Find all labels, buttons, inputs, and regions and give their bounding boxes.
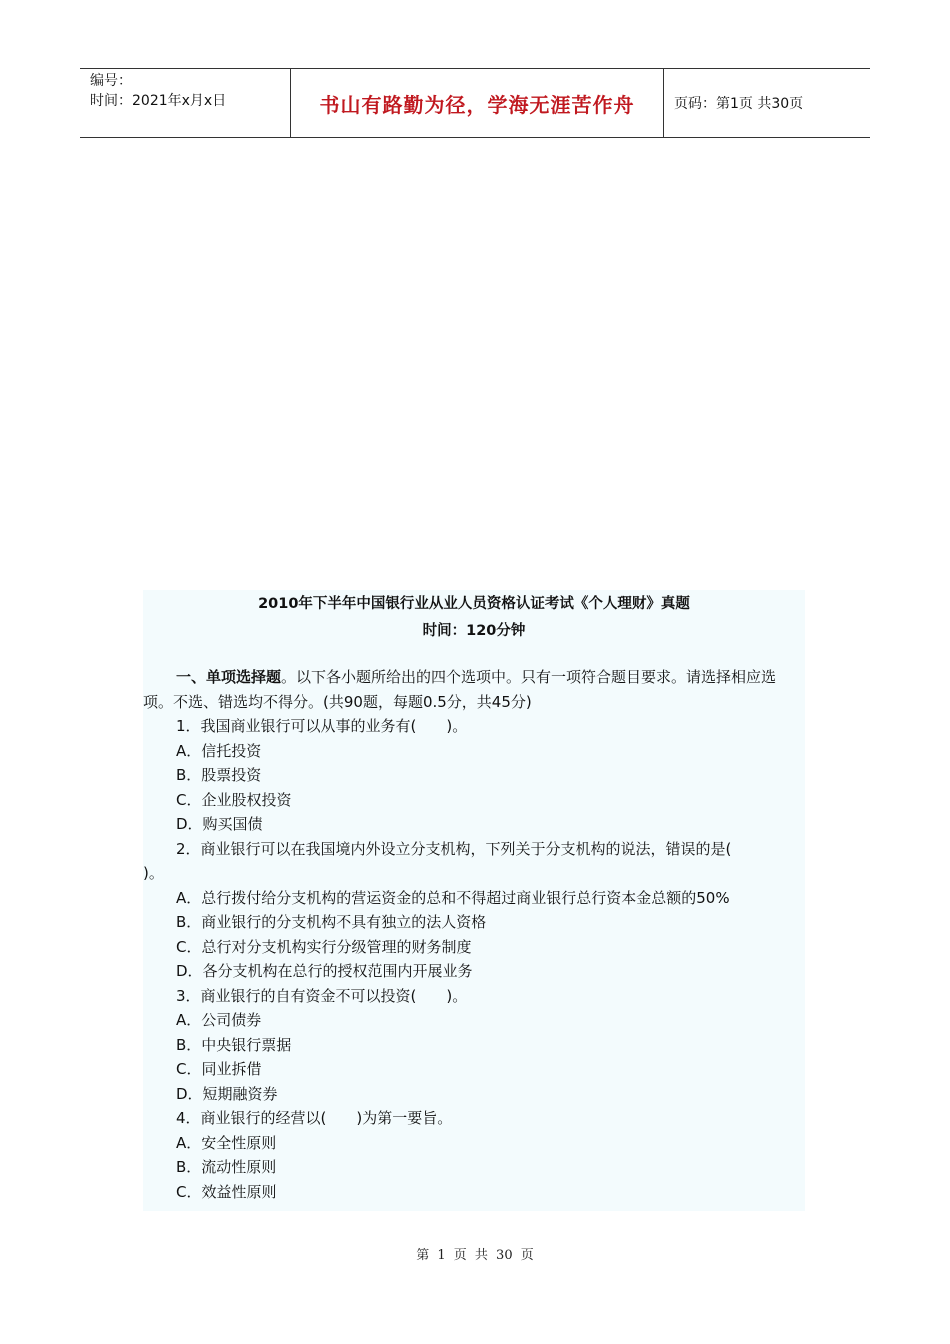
option-line: B．商业银行的分支机构不具有独立的法人资格 — [176, 913, 487, 931]
header-mid-cell — [290, 69, 664, 137]
option-line: A．安全性原则 — [176, 1133, 277, 1152]
option-line: D．购买国债 — [176, 815, 263, 833]
document-body — [143, 590, 805, 1211]
option-line: A．信托投资 — [176, 741, 262, 760]
date-label: 时间：2021年x月x日 — [90, 93, 227, 109]
option-line: B．股票投资 — [176, 766, 262, 784]
option-line: C．总行对分支机构实行分级管理的财务制度 — [176, 937, 472, 956]
option-line: C．企业股权投资 — [176, 790, 292, 809]
header-right-cell — [664, 69, 870, 137]
option-line: B．流动性原则 — [176, 1158, 277, 1176]
header-left-cell — [80, 69, 290, 137]
header-table — [80, 68, 870, 138]
question-continuation: )。 — [143, 864, 164, 882]
question-line: 1．我国商业银行可以从事的业务有( )。 — [176, 717, 468, 735]
option-line: B．中央银行票据 — [176, 1035, 292, 1054]
option-line: C．同业拆借 — [176, 1060, 262, 1078]
document-time: 时间：120分钟 — [422, 623, 526, 639]
question-line: 2．商业银行可以在我国境内外设立分支机构，下列关于分支机构的说法，错误的是( — [176, 839, 732, 858]
section-title: 一、单项选择题 — [176, 668, 282, 686]
serial-label: 编号： — [90, 73, 132, 89]
document-title: 2010年下半年中国银行业从业人员资格认证考试《个人理财》真题 — [258, 596, 690, 612]
section-intro — [143, 665, 805, 714]
option-line: D．短期融资券 — [176, 1084, 278, 1103]
page-label: 页码：第1页 共30页 — [674, 96, 804, 112]
section-desc: 。以下各小题所给出的四个选项中。只有一项符合题目要求。请选择相应选项。不选、错选均不得分。(共90题，每题0.5分，共45分) — [143, 668, 777, 711]
option-line: A．总行拨付给分支机构的营运资金的总和不得超过商业银行总行资本金总额的50% — [176, 888, 730, 907]
page-footer: 第 1 页 共 30 页 — [416, 1248, 534, 1263]
option-line: C．效益性原则 — [176, 1182, 277, 1201]
option-line: A．公司债券 — [176, 1011, 262, 1029]
option-line: D．各分支机构在总行的授权范围内开展业务 — [176, 962, 473, 980]
question-line: 3．商业银行的自有资金不可以投资( )。 — [176, 986, 468, 1005]
motto-text: 书山有路勤为径，学海无涯苦作舟 — [319, 92, 635, 117]
question-line: 4．商业银行的经营以( )为第一要旨。 — [176, 1109, 453, 1127]
